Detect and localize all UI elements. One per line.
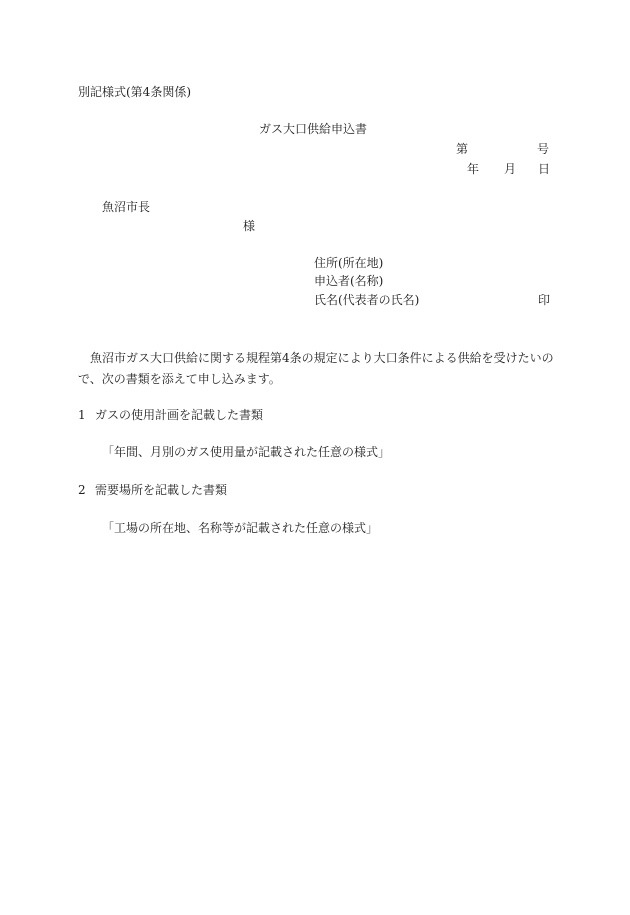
date-month: 月 — [504, 162, 517, 176]
representative-name-label: 氏名(代表者の氏名) — [314, 293, 420, 307]
item-2-note: 「工場の所在地、名称等が記載された任意の様式」 — [102, 521, 379, 535]
applicant-name-label: 申込者(名称) — [314, 274, 384, 288]
item-2-number: 2 — [78, 483, 86, 497]
number-suffix: 号 — [537, 142, 550, 156]
item-1-note: 「年間、月別のガス使用量が記載された任意の様式」 — [102, 445, 391, 459]
application-body-text: 魚沼市ガス大口供給に関する規程第4条の規定により大口条件による供給を受けたいので、次の書類を添えて申し込みます。 — [78, 351, 554, 386]
applicant-address-label: 住所(所在地) — [314, 256, 384, 270]
form-reference: 別記様式(第4条関係) — [78, 85, 191, 99]
addressee-honorific: 様 — [243, 219, 256, 233]
number-prefix: 第 — [456, 142, 469, 156]
seal-mark: 印 — [538, 293, 551, 307]
document-title: ガス大口供給申込書 — [259, 122, 368, 136]
date-day: 日 — [538, 162, 551, 176]
item-2-heading: 需要場所を記載した書類 — [95, 483, 228, 497]
date-year: 年 — [467, 162, 480, 176]
addressee-name: 魚沼市長 — [102, 200, 151, 214]
item-1-heading: ガスの使用計画を記載した書類 — [95, 408, 264, 422]
item-1-number: 1 — [78, 408, 86, 422]
